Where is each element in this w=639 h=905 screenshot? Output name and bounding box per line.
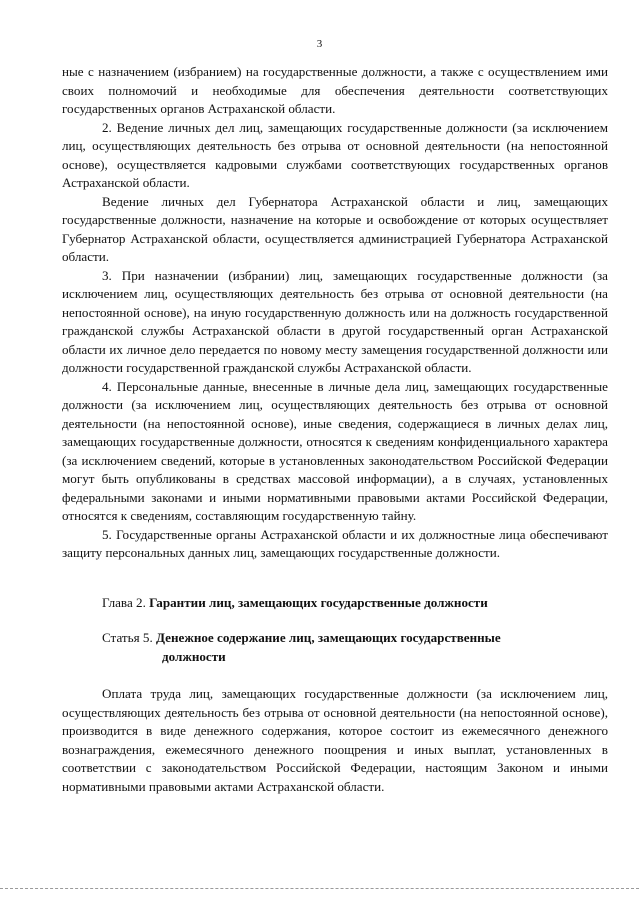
- article-heading: [102, 629, 608, 666]
- article-title-line1: Денежное содержание лиц, замещающих государственные: [156, 630, 501, 645]
- chapter-heading: [102, 594, 608, 613]
- paragraph-2-governor: Ведение личных дел Губернатора Астраханской области и лиц, замещающих государственные должности, назначение на которые и освобождение от которых осуществляет Губернатор Астраханской области, осуществляется администрацией Губернатора Астраханской области.: [62, 193, 608, 264]
- chapter-prefix: Глава 2.: [102, 595, 150, 610]
- page-bottom-divider: [0, 888, 639, 889]
- paragraph-5: 5. Государственные органы Астраханской области и их должностные лица обеспечивают защиту персональных данных лиц, замещающих государственные должности.: [62, 526, 608, 560]
- article-title-line2: должности: [162, 648, 226, 664]
- article-prefix: Статья 5.: [102, 630, 156, 645]
- page-number: 3: [316, 38, 323, 50]
- paragraph-4: 4. Персональные данные, внесенные в личные дела лиц, замещающих государственные должности (за исключением лиц, осуществляющих деятельность без отрыва от основной деятельности (на непостоянной основе), иные сведения, содержащиеся в личных делах лиц, замещающих государственные должности, относятся к сведениям конфиденциального характера (за исключением сведений, которые в установленных законодательством Российской Федерации могут быть опубликованы в средствах массовой информации), а в случаях, установленных федеральными законами и иными нормативными правовыми актами Российской Федерации, относятся к сведениям, составляющим государственную тайну.: [62, 378, 608, 523]
- paragraph-2: 2. Ведение личных дел лиц, замещающих государственные должности (за исключением лиц, осуществляющих деятельность без отрыва от основной деятельности (на непостоянной основе), осуществляется кадровыми службами соответствующих государственных органов Астраханской области.: [62, 119, 608, 190]
- article-paragraph: Оплата труда лиц, замещающих государственные должности (за исключением лиц, осуществляющих деятельность без отрыва от основной деятельности (на непостоянной основе), производится в виде денежного содержания, которое состоит из ежемесячного денежного вознаграждения, ежемесячного денежного поощрения и иных выплат, установленных в соответствии с законодательством Российской Федерации, настоящим Законом и иными нормативными правовыми актами Астраханской области.: [62, 686, 608, 794]
- chapter-title: Гарантии лиц, замещающих государственные должности: [149, 595, 488, 610]
- article-body: [62, 685, 608, 796]
- paragraph-continued: ные с назначением (избранием) на государственные должности, а также с осуществлением ими своих полномочий и необходимые для обеспечения деятельности соответствующих государственных органов Астраханской области.: [62, 64, 608, 116]
- paragraph-3: 3. При назначении (избрании) лиц, замещающих государственные должности (за исключением лиц, осуществляющих деятельность без отрыва от основной деятельности (на непостоянной основе), на иную государственную должность или на должность государственной гражданской службы Астраханской области в другой государственный орган Астраханской области их личное дело передается по новому месту замещения государственной должности или должности государственной гражданской службы Астраханской области.: [62, 267, 608, 375]
- document-body: [62, 63, 608, 563]
